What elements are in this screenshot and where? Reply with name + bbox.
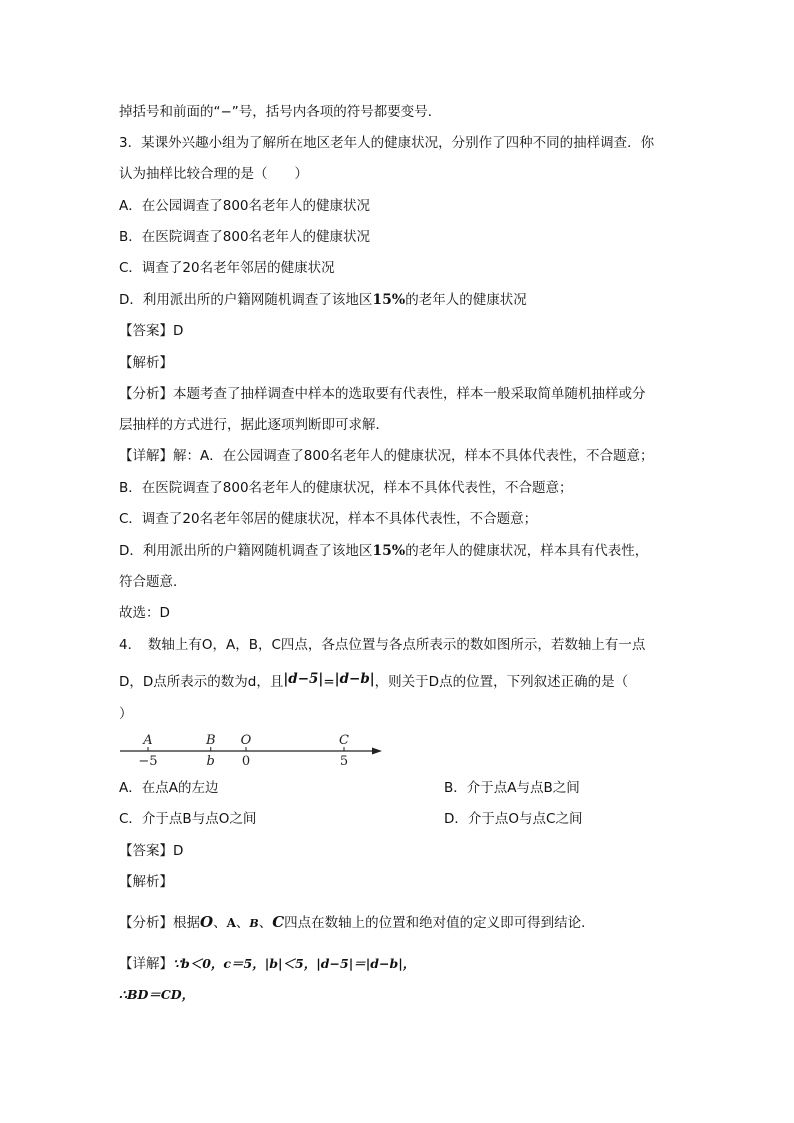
q3-option-b: B．在医院调查了800名老年人的健康状况 [119, 229, 371, 245]
number-line-value-label-a: −5 [138, 754, 158, 769]
q4-detail-expression-1: ∵b＜0，c＝5，|b|＜5，|d−5|＝|d−b|， [173, 956, 416, 971]
q4-fenxi-sep-2: 、 [235, 915, 250, 931]
q4-abs-d-minus-b: |d−b| [334, 671, 375, 687]
q4-fenxi-sep-3: 、 [258, 915, 273, 931]
q3-analysis-title: 【解析】 [119, 355, 173, 371]
q4-fenxi-point-c: C [272, 913, 285, 931]
q4-fenxi-sep-1: 、 [213, 915, 227, 931]
q4-option-c: C．介于点B与点O之间 [119, 811, 257, 827]
number-line-point-label-a: A [143, 733, 153, 748]
q4-fenxi [119, 913, 595, 933]
q4-option-b: B．介于点A与点B之间 [444, 780, 580, 796]
q4-fenxi-point-o: O [200, 913, 214, 931]
number-line-value-label-o: 0 [241, 754, 251, 769]
q3-option-a: A．在公园调查了800名老年人的健康状况 [119, 198, 371, 214]
q3-detail-line4-percent: 15% [372, 543, 406, 559]
q4-abs-d-minus-5: |d−5| [283, 671, 324, 687]
q4-detail-line1 [119, 955, 415, 973]
q4-stem-line2-rest: ，则关于D点的位置，下列叙述正确的是（ [374, 674, 629, 690]
q4-fenxi-rest: 四点在数轴上的位置和绝对值的定义即可得到结论． [284, 915, 595, 931]
q4-option-a: A．在点A的左边 [119, 780, 219, 796]
q4-detail-label: 【详解】 [119, 956, 173, 972]
q3-detail-line1: 【详解】解：A．在公园调查了800名老年人的健康状况，样本不具体代表性，不合题意； [119, 448, 654, 464]
q4-equals-sign: = [323, 674, 335, 690]
q3-stem-line1: 3．某课外兴趣小组为了解所在地区老年人的健康状况，分别作了四种不同的抽样调查．你 [119, 135, 655, 151]
q3-option-d-text: D．利用派出所的户籍网随机调查了该地区 [119, 292, 373, 308]
number-line-figure [114, 731, 394, 771]
number-line-arrow [372, 748, 382, 755]
q3-fenxi-line2: 层抽样的方式进行，据此逐项判断即可求解． [119, 417, 389, 433]
q3-option-c: C．调查了20名老年邻居的健康状况 [119, 260, 335, 276]
q4-detail-line2 [119, 986, 194, 1004]
q3-option-d [119, 291, 527, 309]
q4-stem-line3: ） [119, 706, 133, 722]
number-line-point-label-b: B [205, 733, 216, 748]
q4-fenxi-point-b: B [249, 917, 259, 930]
q3-choose: 故选：D [119, 605, 170, 621]
q3-option-d-percent: 15% [372, 292, 406, 308]
q4-option-d: D．介于点O与点C之间 [444, 811, 583, 827]
q4-analysis-title: 【解析】 [119, 874, 173, 890]
q4-fenxi-text: 【分析】根据 [119, 915, 200, 931]
q3-option-d-rest: 的老年人的健康状况 [405, 292, 527, 308]
q3-detail-line4-rest: 的老年人的健康状况，样本具有代表性， [405, 543, 649, 559]
q3-fenxi-line1: 【分析】本题考查了抽样调查中样本的选取要有代表性，样本一般采取简单随机抽样或分 [119, 386, 646, 402]
q4-stem-line2 [119, 670, 628, 691]
number-line-value-label-b: b [206, 754, 215, 769]
q3-answer: 【答案】D [119, 323, 184, 339]
q3-detail-line4 [119, 542, 648, 560]
number-line-point-label-o: O [240, 733, 252, 748]
q3-detail-line2: B．在医院调查了800名老年人的健康状况，样本不具体代表性，不合题意； [119, 480, 573, 496]
q3-stem-line2: 认为抽样比较合理的是（ ） [119, 166, 308, 182]
q4-answer: 【答案】D [119, 843, 184, 859]
number-line-point-label-c: C [339, 733, 349, 748]
q3-detail-line5: 符合题意． [119, 574, 187, 590]
q4-fenxi-point-a: A [226, 916, 236, 930]
q4-detail-expression-2: ∴BD＝CD， [119, 987, 195, 1002]
q4-stem-line1: 4． 数轴上有O，A，B，C四点，各点位置与各点所表示的数如图所示，若数轴上有一点 [119, 637, 646, 653]
intro-line: 掉括号和前面的“−”号，括号内各项的符号都要变号． [119, 104, 442, 120]
q3-detail-line4-text: D．利用派出所的户籍网随机调查了该地区 [119, 543, 373, 559]
q3-detail-line3: C．调查了20名老年邻居的健康状况，样本不具体代表性，不合题意； [119, 511, 538, 527]
q4-stem-line2-text: D，D点所表示的数为d，且 [119, 674, 284, 690]
number-line-value-label-c: 5 [339, 754, 349, 769]
